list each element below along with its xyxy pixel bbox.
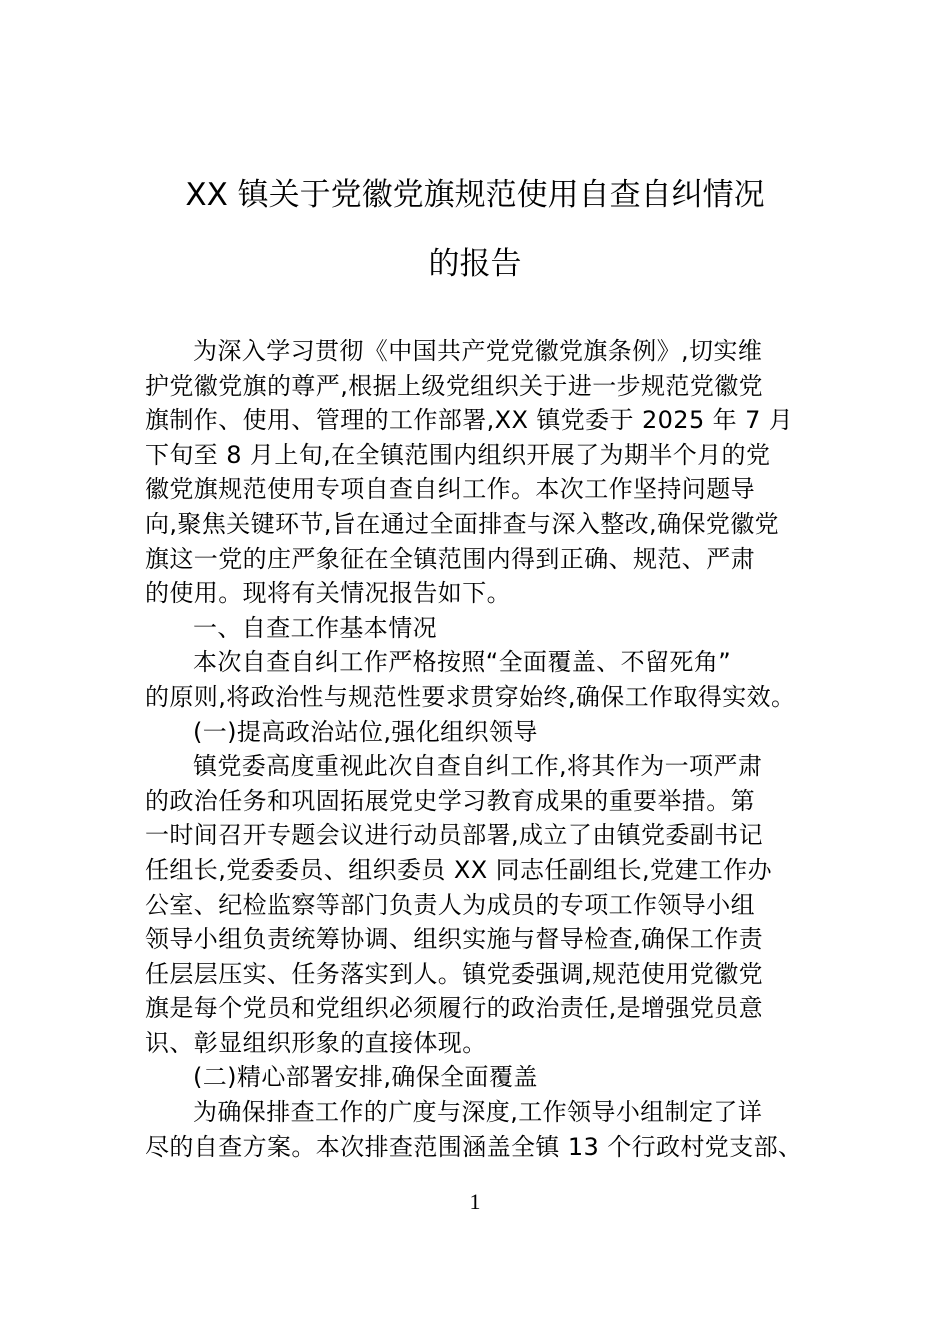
paragraph-line: 旗制作、使用、管理的工作部署,XX 镇党委于 2025 年 7 月 (145, 406, 794, 435)
paragraph-line: 徽党旗规范使用专项自查自纠工作。本次工作坚持问题导 (145, 475, 755, 504)
paragraph-line: 旗是每个党员和党组织必须履行的政治责任,是增强党员意 (145, 994, 764, 1023)
paragraph-line: 的原则,将政治性与规范性要求贯穿始终,确保工作取得实效。 (145, 682, 796, 711)
document-body (145, 334, 815, 1164)
paragraph-line: 任层层压实、任务落实到人。镇党委强调,规范使用党徽党 (145, 959, 764, 988)
paragraph-first-line: 本次自查自纠工作严格按照“全面覆盖、不留死角” (193, 648, 732, 677)
paragraph-first-line: 镇党委高度重视此次自查自纠工作,将其作为一项严肃 (193, 752, 763, 781)
paragraph-line: 识、彰显组织形象的直接体现。 (145, 1028, 487, 1057)
paragraph-first-line: 为深入学习贯彻《中国共产党党徽党旗条例》,切实维 (193, 337, 763, 365)
paragraph-first-line: (二)精心部署安排,确保全面覆盖 (193, 1063, 538, 1092)
paragraph-line: 护党徽党旗的尊严,根据上级党组织关于进一步规范党徽党 (145, 371, 764, 400)
paragraph-first-line: 一、自查工作基本情况 (193, 613, 437, 642)
paragraph-line: 公室、纪检监察等部门负责人为成员的专项工作领导小组 (145, 890, 755, 919)
paragraph-line: 领导小组负责统筹协调、组织实施与督导检查,确保工作责 (145, 925, 764, 954)
paragraph-first-line: (一)提高政治站位,强化组织领导 (193, 717, 538, 746)
document-title-line-1: XX 镇关于党徽党旗规范使用自查自纠情况 (185, 177, 765, 213)
paragraph-line: 任组长,党委委员、组织委员 XX 同志任副组长,党建工作办 (145, 855, 772, 884)
paragraph-first-line: 为确保排查工作的广度与深度,工作领导小组制定了详 (193, 1098, 763, 1127)
paragraph-line: 的政治任务和巩固拓展党史学习教育成果的重要举措。第 (145, 786, 755, 815)
paragraph-line: 一时间召开专题会议进行动员部署,成立了由镇党委副书记 (145, 821, 764, 850)
document-title-line-2: 的报告 (428, 246, 522, 282)
paragraph-line: 向,聚焦关键环节,旨在通过全面排查与深入整改,确保党徽党 (145, 509, 780, 538)
paragraph-line: 旗这一党的庄严象征在全镇范围内得到正确、规范、严肃 (145, 544, 755, 573)
paragraph-line: 的使用。现将有关情况报告如下。 (145, 579, 511, 608)
paragraph-line: 尽的自查方案。本次排查范围涵盖全镇 13 个行政村党支部、 (145, 1132, 803, 1161)
paragraph-line: 下旬至 8 月上旬,在全镇范围内组织开展了为期半个月的党 (145, 440, 771, 469)
page-number: 1 (469, 1189, 481, 1214)
